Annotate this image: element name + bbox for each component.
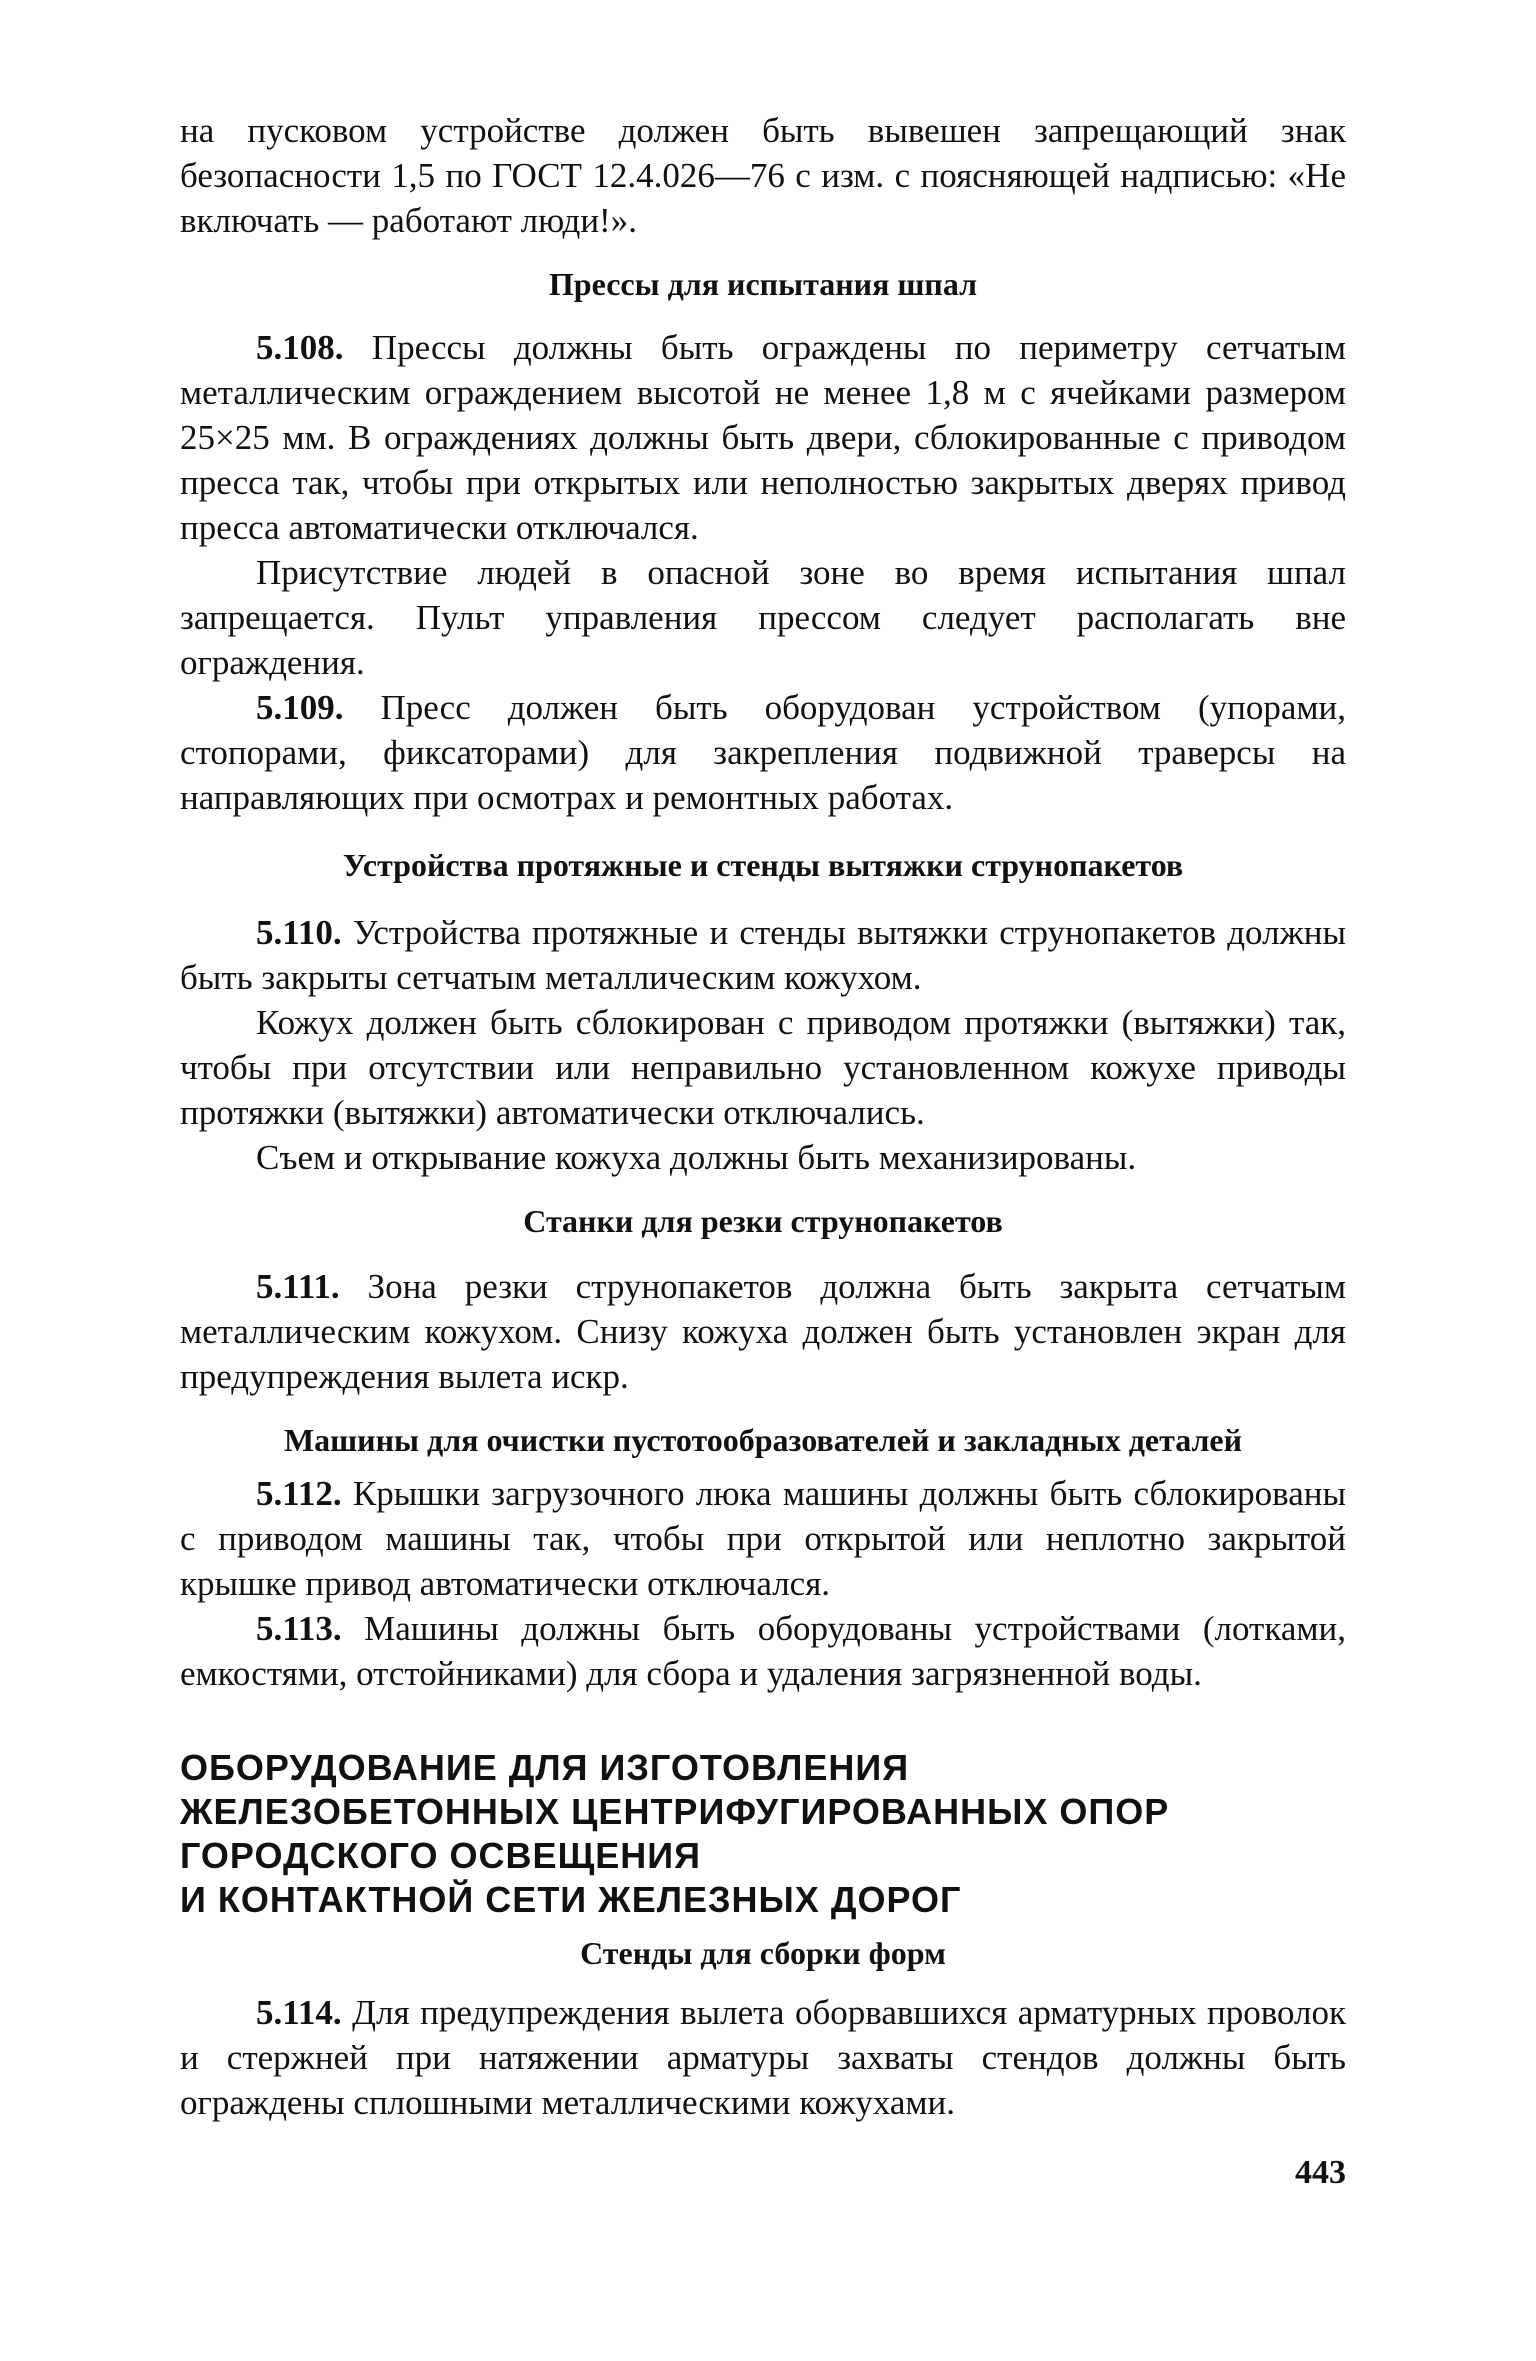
major-heading-line: И КОНТАКТНОЙ СЕТИ ЖЕЛЕЗНЫХ ДОРОГ <box>180 1879 962 1920</box>
clause-number: 5.108. <box>256 328 344 367</box>
major-heading-line: ОБОРУДОВАНИЕ ДЛЯ ИЗГОТОВЛЕНИЯ <box>180 1747 910 1788</box>
paragraph-5-113 <box>180 1606 1346 1696</box>
clause-number: 5.114. <box>256 1993 342 2032</box>
section-heading-cleaning-machines: Машины для очистки пустотообразователей и закладных деталей <box>283 1422 1243 1458</box>
paragraph-casing-removal: Съем и открывание кожуха должны быть механизированы. <box>256 1138 1137 1177</box>
section-heading-sleeper-presses: Прессы для испытания шпал <box>548 266 978 302</box>
paragraph-5-110 <box>180 910 1346 1000</box>
clause-text: Зона резки струнопакетов должна быть закрыта сетчатым металлическим кожухом. Снизу кожуха должен быть установлен экран для предупреждения вылета искр. <box>180 1267 1346 1396</box>
paragraph-intro: на пусковом устройстве должен быть вывешен запрещающий знак безопасности 1,5 по ГОСТ 12.4.026—76 с изм. с поясняющей надписью: «Не включать — работают люди!». <box>180 111 1346 240</box>
paragraph-5-111 <box>180 1264 1346 1399</box>
clause-number: 5.111. <box>256 1267 340 1306</box>
section-heading-cutting-machines: Станки для резки струнопакетов <box>523 1203 1003 1239</box>
clause-text: Машины должны быть оборудованы устройствами (лотками, емкостями, отстойниками) для сбора и удаления загрязненной воды. <box>180 1609 1346 1693</box>
clause-text: Крышки загрузочного люка машины должны быть сблокированы с приводом машины так, чтобы при открытой или неплотно закрытой крышке привод автоматически отключался. <box>180 1474 1346 1603</box>
paragraph-5-109 <box>180 685 1346 820</box>
paragraph-5-112 <box>180 1471 1346 1606</box>
major-heading-line: ЖЕЛЕЗОБЕТОННЫХ ЦЕНТРИФУГИРОВАННЫХ ОПОР <box>180 1791 1170 1832</box>
page-number: 443 <box>1295 2154 1346 2191</box>
paragraph-casing: Кожух должен быть сблокирован с приводом протяжки (вытяжки) так, чтобы при отсутствии или неправильно установленном кожухе приводы протяжки (вытяжки) автоматически отключались. <box>180 1003 1346 1132</box>
paragraph-5-114 <box>180 1990 1346 2125</box>
section-heading-pulling-devices: Устройства протяжные и стенды вытяжки струнопакетов <box>342 847 1184 883</box>
clause-text: Устройства протяжные и стенды вытяжки струнопакетов должны быть закрыты сетчатым металлическим кожухом. <box>180 913 1346 997</box>
clause-text: Прессы должны быть ограждены по периметру сетчатым металлическим ограждением высотой не менее 1,8 м с ячейками размером 25×25 мм. В ограждениях должны быть двери, сблокированные с приводом пресса так, чтобы при открытых или неполностью закрытых дверях привод пресса автоматически отключался. <box>180 328 1346 547</box>
major-heading-line: ГОРОДСКОГО ОСВЕЩЕНИЯ <box>180 1835 702 1876</box>
clause-text: Пресс должен быть оборудован устройством (упорами, стопорами, фиксаторами) для закрепления подвижной траверсы на направляющих при осмотрах и ремонтных работах. <box>180 688 1346 817</box>
paragraph-presence: Присутствие людей в опасной зоне во время испытания шпал запрещается. Пульт управления прессом следует располагать вне ограждения. <box>180 553 1346 682</box>
paragraph-5-108 <box>180 325 1346 550</box>
clause-number: 5.112. <box>256 1474 342 1513</box>
clause-number: 5.113. <box>256 1609 342 1648</box>
clause-number: 5.109. <box>256 688 344 727</box>
major-heading <box>180 1746 1346 1922</box>
section-heading-form-stands: Стенды для сборки форм <box>580 1935 946 1971</box>
clause-number: 5.110. <box>256 913 342 952</box>
clause-text: Для предупреждения вылета оборвавшихся арматурных проволок и стержней при натяжении арматуры захваты стендов должны быть ограждены сплошными металлическими кожухами. <box>180 1993 1346 2122</box>
document-page <box>180 108 1346 2193</box>
